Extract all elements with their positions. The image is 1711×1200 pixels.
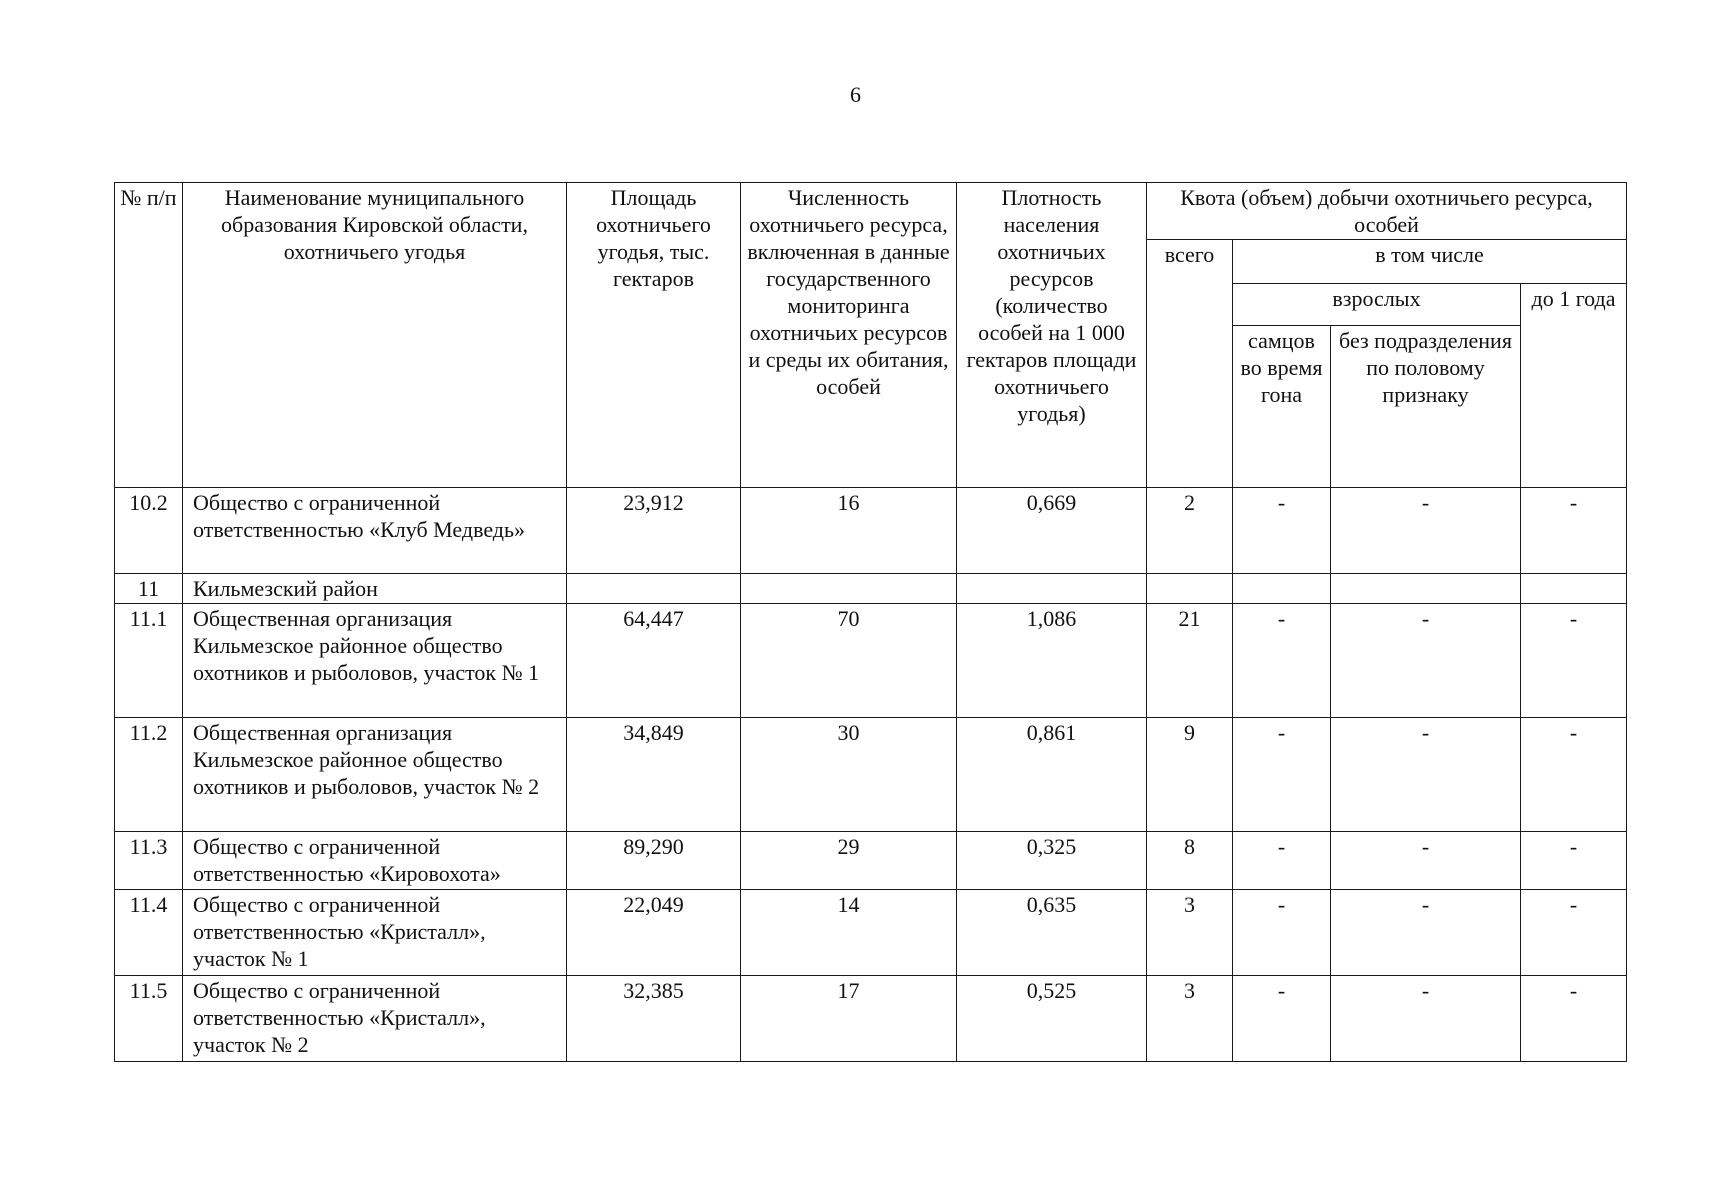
cell-area: 64,447 — [567, 604, 741, 718]
cell-name: Общество с ограниченной ответственностью «Кристалл», участок № 1 — [183, 890, 567, 976]
cell-nosex: - — [1331, 890, 1521, 976]
table-header — [115, 183, 1627, 488]
header-name: Наименование муниципального образования Кировской области, охотничьего угодья — [183, 183, 567, 488]
header-density: Плотность населения охотничьих ресурсов (количество особей на 1 000 гектаров площади охотничьего угодья) — [957, 183, 1147, 488]
cell-nosex — [1331, 574, 1521, 604]
cell-males: - — [1233, 718, 1331, 832]
cell-density: 0,525 — [957, 976, 1147, 1062]
header-population: Численность охотничьего ресурса, включенная в данные государственного мониторинга охотничьих ресурсов и среды их обитания, особей — [741, 183, 957, 488]
cell-density: 1,086 — [957, 604, 1147, 718]
cell-population: 70 — [741, 604, 957, 718]
cell-name: Общество с ограниченной ответственностью «Кировохота» — [183, 832, 567, 890]
cell-males: - — [1233, 488, 1331, 574]
cell-name: Общественная организация Кильмезское районное общество охотников и рыболовов, участок № 1 — [183, 604, 567, 718]
header-including: в том числе — [1233, 240, 1627, 284]
header-num: № п/п — [115, 183, 183, 488]
header-total: всего — [1147, 240, 1233, 488]
cell-num: 11.1 — [115, 604, 183, 718]
cell-young: - — [1521, 890, 1627, 976]
header-under-one: до 1 года — [1521, 284, 1627, 488]
cell-density: 0,861 — [957, 718, 1147, 832]
cell-population: 30 — [741, 718, 957, 832]
cell-nosex: - — [1331, 718, 1521, 832]
cell-density: 0,635 — [957, 890, 1147, 976]
cell-num: 11 — [115, 574, 183, 604]
cell-young: - — [1521, 976, 1627, 1062]
cell-males: - — [1233, 832, 1331, 890]
cell-total: 9 — [1147, 718, 1233, 832]
table-row — [115, 574, 1627, 604]
cell-density: 0,325 — [957, 832, 1147, 890]
table-row — [115, 976, 1627, 1062]
cell-young: - — [1521, 832, 1627, 890]
page-number: 6 — [850, 82, 861, 107]
cell-nosex: - — [1331, 488, 1521, 574]
cell-nosex: - — [1331, 976, 1521, 1062]
table-row — [115, 488, 1627, 574]
header-males-rut: самцов во время гона — [1233, 326, 1331, 488]
quota-table — [114, 182, 1627, 1062]
cell-population — [741, 574, 957, 604]
cell-num: 11.3 — [115, 832, 183, 890]
cell-area — [567, 574, 741, 604]
cell-area: 22,049 — [567, 890, 741, 976]
cell-young: - — [1521, 604, 1627, 718]
cell-nosex: - — [1331, 604, 1521, 718]
table-body — [115, 488, 1627, 1062]
cell-num: 10.2 — [115, 488, 183, 574]
cell-area: 34,849 — [567, 718, 741, 832]
cell-nosex: - — [1331, 832, 1521, 890]
table-row — [115, 890, 1627, 976]
cell-area: 23,912 — [567, 488, 741, 574]
cell-total: 21 — [1147, 604, 1233, 718]
cell-males: - — [1233, 604, 1331, 718]
cell-name: Общественная организация Кильмезское районное общество охотников и рыболовов, участок № 2 — [183, 718, 567, 832]
header-area: Площадь охотничьего угодья, тыс. гектаров — [567, 183, 741, 488]
table-row — [115, 604, 1627, 718]
table-row — [115, 832, 1627, 890]
cell-total — [1147, 574, 1233, 604]
cell-num: 11.4 — [115, 890, 183, 976]
cell-total: 3 — [1147, 890, 1233, 976]
cell-young: - — [1521, 488, 1627, 574]
cell-population: 29 — [741, 832, 957, 890]
header-no-sex: без подразделения по половому признаку — [1331, 326, 1521, 488]
cell-total: 2 — [1147, 488, 1233, 574]
header-adults: взрослых — [1233, 284, 1521, 326]
cell-density: 0,669 — [957, 488, 1147, 574]
cell-name: Общество с ограниченной ответственностью «Кристалл», участок № 2 — [183, 976, 567, 1062]
cell-name: Общество с ограниченной ответственностью «Клуб Медведь» — [183, 488, 567, 574]
cell-num: 11.5 — [115, 976, 183, 1062]
cell-density — [957, 574, 1147, 604]
cell-males: - — [1233, 976, 1331, 1062]
cell-young — [1521, 574, 1627, 604]
cell-males — [1233, 574, 1331, 604]
cell-area: 89,290 — [567, 832, 741, 890]
cell-males: - — [1233, 890, 1331, 976]
cell-population: 14 — [741, 890, 957, 976]
cell-total: 3 — [1147, 976, 1233, 1062]
cell-population: 17 — [741, 976, 957, 1062]
cell-area: 32,385 — [567, 976, 741, 1062]
header-quota: Квота (объем) добычи охотничьего ресурса, особей — [1147, 183, 1627, 240]
cell-total: 8 — [1147, 832, 1233, 890]
cell-name: Кильмезский район — [183, 574, 567, 604]
cell-population: 16 — [741, 488, 957, 574]
cell-young: - — [1521, 718, 1627, 832]
cell-num: 11.2 — [115, 718, 183, 832]
table-row — [115, 718, 1627, 832]
